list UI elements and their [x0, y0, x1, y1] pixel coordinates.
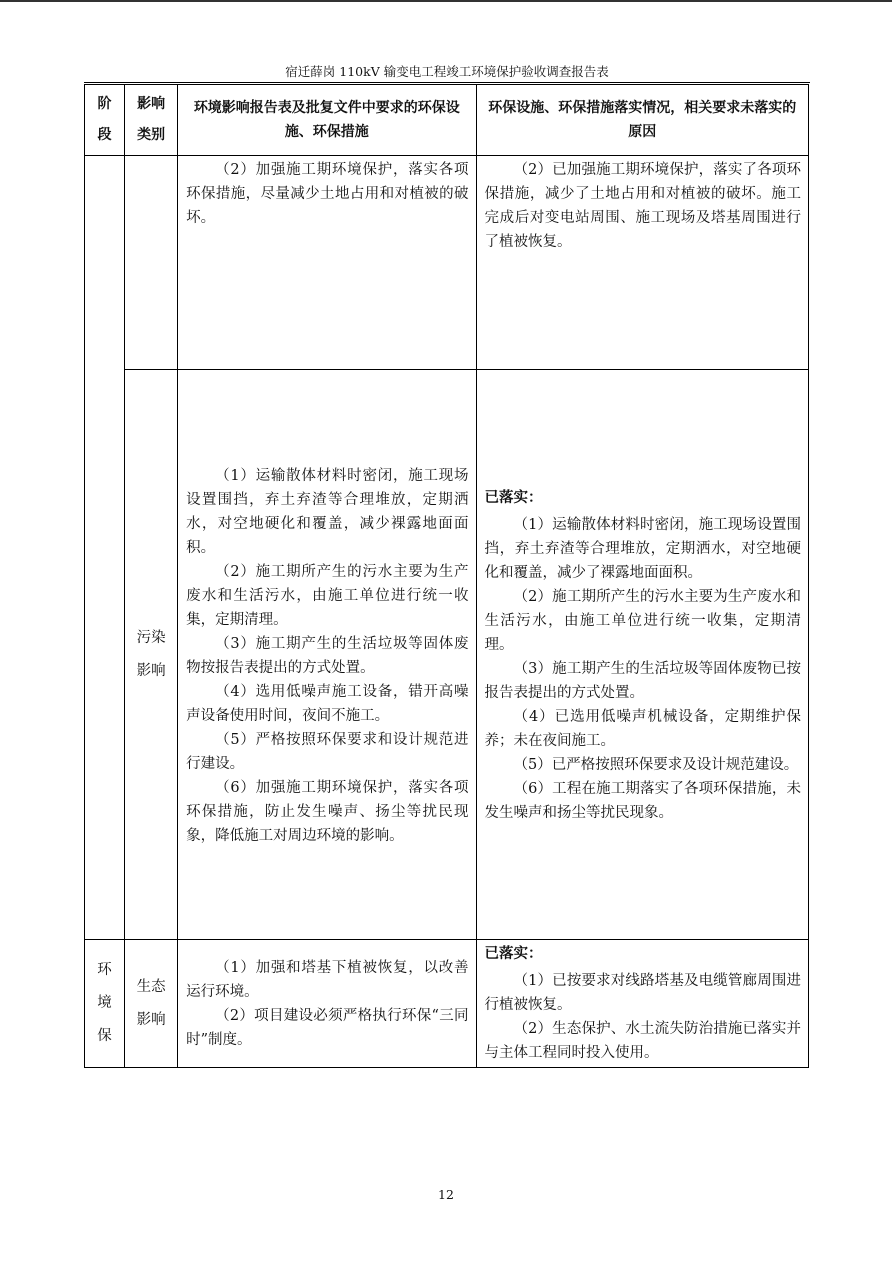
cell-body [178, 156, 475, 230]
implementation-cell [476, 940, 808, 1068]
paragraph: （5）严格按照环保要求和设计规范进行建设。 [186, 731, 469, 772]
requirements-cell [178, 156, 476, 370]
page-top-border [0, 0, 892, 2]
paragraph: （2）项目建设必须严格执行环保“三同时”制度。 [186, 1008, 469, 1048]
header-stage-line: 段 [97, 127, 112, 143]
table-row-pollution [85, 370, 809, 940]
paragraph: （3）施工期产生的生活垃圾等固体废物按报告表提出的方式处置。 [186, 635, 469, 676]
implementation-list [485, 969, 801, 1065]
header-stage-line: 阶 [97, 96, 112, 112]
impact-type-line: 污染 [136, 629, 166, 646]
impact-type-cell-ecology [125, 940, 178, 1068]
paragraph: （6）工程在施工期落实了各项环保措施，未发生噪声和扬尘等扰民现象。 [484, 781, 801, 821]
paragraph: （1）运输散体材料时密闭，施工现场设置围挡，弃土弃渣等合理堆放，定期洒水，对空地硬化和覆盖，减少裸露地面面积。 [186, 467, 469, 556]
stage-line: 保 [97, 1028, 112, 1044]
acceptance-survey-table [84, 84, 809, 1068]
stage-line: 境 [97, 995, 112, 1011]
impact-type-line: 影响 [136, 1011, 166, 1028]
paragraph: （1）运输散体材料时密闭，施工现场设置围挡，弃土弃渣等合理堆放，定期洒水，对空地硬化和覆盖，减少了裸露地面面积。 [484, 517, 801, 581]
impact-type-cell [125, 156, 178, 370]
table-row-ecology-continued [85, 156, 809, 370]
cell-body [178, 462, 475, 848]
paragraph: （2）加强施工期环境保护，落实各项环保措施，尽量减少土地占用和对植被的破坏。 [186, 162, 469, 226]
paragraph: （4）选用低噪声施工设备，错开高噪声设备使用时间，夜间不施工。 [186, 683, 469, 724]
cell-body [477, 940, 808, 1065]
paragraph: （2）已加强施工期环境保护，落实了各项环保措施，减少了土地占用和对植被的破坏。施工完成后对变电站周围、施工现场及塔基周围进行了植被恢复。 [484, 162, 801, 250]
header-impact-type-line: 类别 [137, 127, 166, 143]
paragraph: （1）已按要求对线路塔基及电缆管廊周围进行植被恢复。 [484, 973, 801, 1013]
paragraph: （2）施工期所产生的污水主要为生产废水和生活污水，由施工单位进行统一收集，定期清理。 [186, 563, 469, 628]
cell-body [477, 484, 808, 825]
implemented-label: 已落实： [484, 946, 543, 962]
implementation-list [485, 513, 801, 825]
paragraph: （3）施工期产生的生活垃圾等固体废物已按报告表提出的方式处置。 [484, 661, 801, 701]
header-impact-type-line: 影响 [137, 96, 166, 112]
implemented-label: 已落实： [484, 490, 543, 506]
paragraph: （6）加强施工期环境保护，落实各项环保措施，防止发生噪声、扬尘等扰民现象，降低施工对周边环境的影响。 [186, 779, 469, 844]
stage-cell-construction [85, 156, 125, 940]
paragraph: （2）施工期所产生的污水主要为生产废水和生活污水，由施工单位进行统一收集，定期清理。 [484, 589, 801, 653]
header-stage [85, 85, 125, 156]
impact-type-cell-pollution [125, 370, 178, 940]
header-requirements: 环境影响报告表及批复文件中要求的环保设施、环保措施 [178, 85, 476, 156]
impact-type-line: 影响 [136, 662, 166, 679]
stage-line: 环 [97, 962, 112, 978]
paragraph: （1）加强和塔基下植被恢复，以改善运行环境。 [186, 960, 469, 1000]
cell-body [477, 156, 808, 254]
impact-type-line: 生态 [136, 978, 166, 995]
requirements-cell [178, 940, 476, 1068]
stage-cell-operation [85, 940, 125, 1068]
header-implementation: 环保设施、环保措施落实情况，相关要求未落实的原因 [476, 85, 808, 156]
header-impact-type [125, 85, 178, 156]
requirements-cell [178, 370, 476, 940]
table-row-ecology-operation [85, 940, 809, 1068]
page-number: 12 [438, 1187, 454, 1202]
cell-body [178, 940, 475, 1052]
implementation-cell [476, 156, 808, 370]
paragraph: （5）已严格按照环保要求及设计规范建设。 [513, 757, 799, 773]
paragraph: （2）生态保护、水土流失防治措施已落实并与主体工程同时投入使用。 [484, 1021, 801, 1061]
paragraph: （4）已选用低噪声机械设备，定期维护保养；未在夜间施工。 [484, 709, 801, 749]
header-divider [84, 82, 810, 83]
document-header-title: 宿迁薛岗 110kV 输变电工程竣工环境保护验收调查报告表 [285, 64, 609, 79]
implementation-cell [476, 370, 808, 940]
table-header-row [85, 85, 809, 156]
